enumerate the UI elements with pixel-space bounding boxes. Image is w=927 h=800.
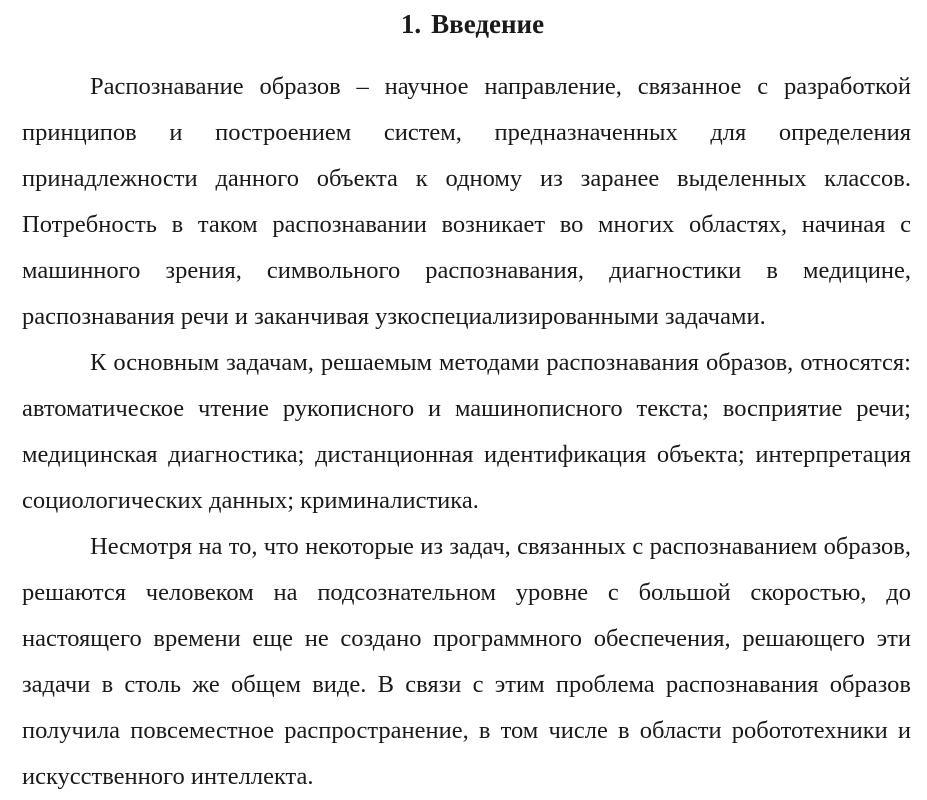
section-title: Введение bbox=[431, 9, 545, 39]
body-text bbox=[22, 64, 911, 800]
paragraph: Несмотря на то, что некоторые из задач, связанных с распознаванием образов, решаются человеком на подсознательном уровне с большой скоростью, до настоящего времени еще не создано программного обеспечения, решающего эти задачи в столь же общем виде. В связи с этим проблема распознавания образов получила повсеместное распространение, в том числе в области робототехники и искусственного интеллекта. bbox=[22, 533, 911, 790]
section-number: 1. bbox=[400, 9, 422, 39]
paragraph: К основным задачам, решаемым методами распознавания образов, относятся: автоматическое чтение рукописного и машинописного текста; восприятие речи; медицинская диагностика; дистанционная идентификация объекта; интерпретация социологических данных; криминалистика. bbox=[22, 349, 911, 514]
section-heading bbox=[22, 0, 911, 42]
paragraph: Распознавание образов – научное направление, связанное с разработкой принципов и построением систем, предназначенных для определения принадлежности данного объекта к одному из заранее выделенных классов. Потребность в таком распознавании возникает во многих областях, начиная с машинного зрения, символьного распознавания, диагностики в медицине, распознавания речи и заканчивая узкоспециализированными задачами. bbox=[22, 73, 911, 330]
